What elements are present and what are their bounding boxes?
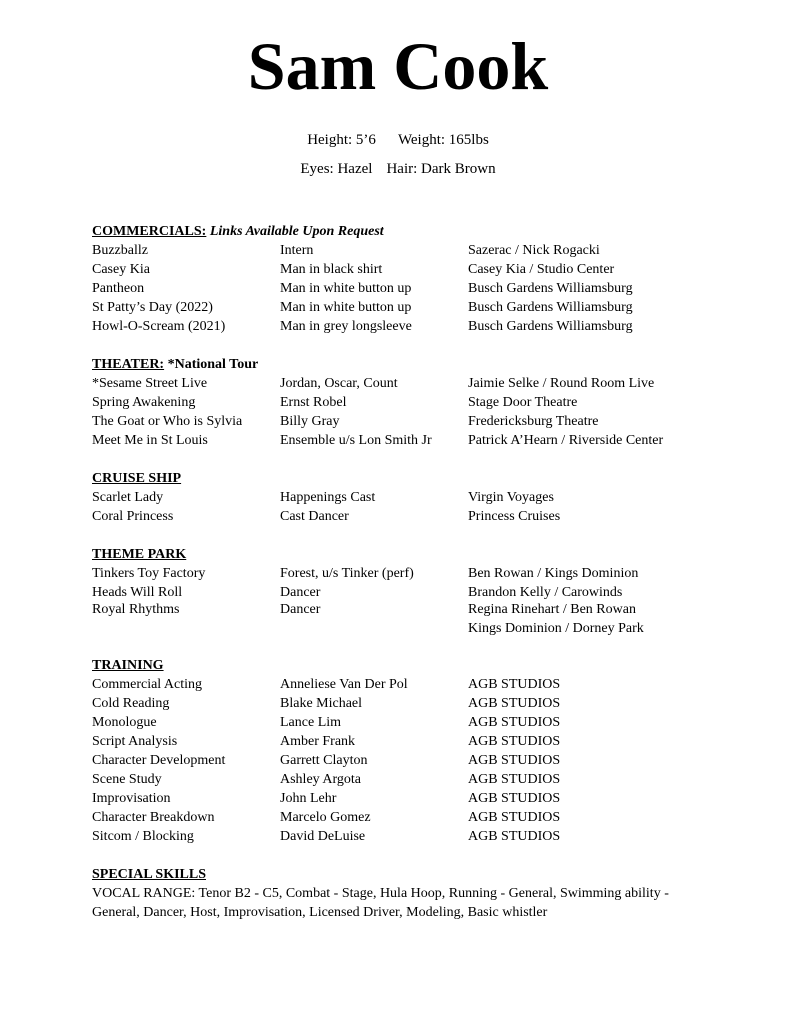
credit-title: Tinkers Toy Factory <box>92 566 206 581</box>
credit-title: Casey Kia <box>92 262 150 277</box>
credit-title: Howl-O-Scream (2021) <box>92 319 226 334</box>
credit-role: Anneliese Van Der Pol <box>280 677 408 692</box>
credit-row <box>92 393 712 412</box>
credit-role: Dancer <box>280 585 321 600</box>
credit-company: AGB STUDIOS <box>468 696 561 711</box>
credit-title: St Patty’s Day (2022) <box>92 300 213 315</box>
credit-role: Marcelo Gomez <box>280 810 371 825</box>
credit-company: Patrick A’Hearn / Riverside Center <box>468 433 664 448</box>
commercials-heading <box>92 222 712 241</box>
credit-title: Script Analysis <box>92 734 178 749</box>
credit-company: Sazerac / Nick Rogacki <box>468 243 600 258</box>
credit-company: Casey Kia / Studio Center <box>468 262 615 277</box>
credit-row <box>92 317 712 336</box>
theme-park-heading <box>92 545 712 564</box>
credit-company: AGB STUDIOS <box>468 791 561 806</box>
credit-row <box>92 564 712 583</box>
credit-row <box>92 770 712 789</box>
credit-role: Forest, u/s Tinker (perf) <box>280 566 414 581</box>
theater-note: *National Tour <box>167 357 259 372</box>
commercials-section <box>92 222 712 336</box>
training-rows <box>92 675 712 846</box>
theme-park-extra-row <box>92 619 712 638</box>
training-title: TRAINING <box>92 658 164 673</box>
stats-line-1 <box>0 131 796 150</box>
cruise-rows <box>92 488 712 526</box>
credit-row <box>92 694 712 713</box>
credit-company: AGB STUDIOS <box>468 772 561 787</box>
credit-row <box>92 260 712 279</box>
theme-park-rows <box>92 564 712 619</box>
theater-section <box>92 355 712 450</box>
credit-row <box>92 751 712 770</box>
credit-role: Ensemble u/s Lon Smith Jr <box>280 433 432 448</box>
credit-row <box>92 412 712 431</box>
hair-stat: Hair: Dark Brown <box>386 161 496 177</box>
credit-role: Blake Michael <box>280 696 363 711</box>
credit-company: AGB STUDIOS <box>468 677 561 692</box>
credit-company: Fredericksburg Theatre <box>468 414 599 429</box>
credit-row <box>92 298 712 317</box>
credit-title: Commercial Acting <box>92 677 203 692</box>
height-stat: Height: 5’6 <box>307 132 376 148</box>
credit-company: Ben Rowan / Kings Dominion <box>468 566 639 581</box>
credit-title: Sitcom / Blocking <box>92 829 194 844</box>
special-skills-text: VOCAL RANGE: Tenor B2 - C5, Combat - Stage, Hula Hoop, Running - General, Swimming ability - General, Dancer, Host, Improvisation, Licensed Driver, Modeling, Basic whistler <box>92 886 669 920</box>
credit-company: Busch Gardens Williamsburg <box>468 300 633 315</box>
credit-row <box>92 808 712 827</box>
training-section <box>92 656 712 846</box>
theater-rows <box>92 374 712 450</box>
credit-title: Monologue <box>92 715 157 730</box>
credit-company: Stage Door Theatre <box>468 395 578 410</box>
credit-role: Man in grey longsleeve <box>280 319 412 334</box>
credit-row <box>92 583 712 600</box>
credit-company: Princess Cruises <box>468 509 561 524</box>
credit-company: Brandon Kelly / Carowinds <box>468 585 623 600</box>
credit-role: Ashley Argota <box>280 772 362 787</box>
credit-title: Heads Will Roll <box>92 585 183 600</box>
credit-row <box>92 789 712 808</box>
credit-role: Dancer <box>280 602 321 617</box>
credit-title: Scene Study <box>92 772 162 787</box>
credit-company: Busch Gardens Williamsburg <box>468 319 633 334</box>
theme-park-title: THEME PARK <box>92 547 187 562</box>
commercials-title: COMMERCIALS: <box>92 224 207 239</box>
credit-company: AGB STUDIOS <box>468 753 561 768</box>
weight-stat: Weight: 165lbs <box>397 132 489 148</box>
training-heading <box>92 656 712 675</box>
commercials-rows <box>92 241 712 336</box>
credit-role: Jordan, Oscar, Count <box>280 376 398 391</box>
credit-title: Buzzballz <box>92 243 148 258</box>
credit-title: Improvisation <box>92 791 171 806</box>
credit-title: Pantheon <box>92 281 145 296</box>
credit-row <box>92 675 712 694</box>
credit-company: Virgin Voyages <box>468 490 554 505</box>
theater-heading <box>92 355 712 374</box>
credit-role: Intern <box>280 243 314 258</box>
credit-role: Billy Gray <box>280 414 340 429</box>
performer-name: Sam Cook <box>247 28 549 104</box>
credit-role: Cast Dancer <box>280 509 349 524</box>
credit-role: Man in black shirt <box>280 262 383 277</box>
cruise-section <box>92 469 712 526</box>
credit-company: AGB STUDIOS <box>468 829 561 844</box>
credit-row <box>92 431 712 450</box>
commercials-note: Links Available Upon Request <box>209 224 384 239</box>
theater-title: THEATER: <box>92 357 165 372</box>
credit-title: Meet Me in St Louis <box>92 433 208 448</box>
credit-title: Spring Awakening <box>92 395 196 410</box>
credit-role: Ernst Robel <box>280 395 347 410</box>
theme-park-extra-line: Kings Dominion / Dorney Park <box>468 621 644 636</box>
credit-title: Scarlet Lady <box>92 490 164 505</box>
credit-title: Character Development <box>92 753 226 768</box>
credit-title: Royal Rhythms <box>92 602 180 617</box>
credit-company: AGB STUDIOS <box>468 810 561 825</box>
credit-row <box>92 732 712 751</box>
credit-role: David DeLuise <box>280 829 366 844</box>
credit-title: *Sesame Street Live <box>92 376 208 391</box>
credit-role: Happenings Cast <box>280 490 376 505</box>
credit-title: Cold Reading <box>92 696 170 711</box>
credit-company: AGB STUDIOS <box>468 715 561 730</box>
credit-row <box>92 241 712 260</box>
cruise-heading <box>92 469 712 488</box>
credit-role: Amber Frank <box>280 734 356 749</box>
special-skills-title: SPECIAL SKILLS <box>92 867 206 882</box>
credit-row <box>92 374 712 393</box>
credit-role: Lance Lim <box>280 715 342 730</box>
credit-row <box>92 713 712 732</box>
theme-park-section <box>92 545 712 638</box>
credit-role: Garrett Clayton <box>280 753 368 768</box>
stats-line-2 <box>0 160 796 179</box>
credit-title: Character Breakdown <box>92 810 215 825</box>
special-skills-heading <box>92 865 697 884</box>
credit-row <box>92 600 712 619</box>
credit-role: Man in white button up <box>280 281 412 296</box>
credit-title: The Goat or Who is Sylvia <box>92 414 243 429</box>
credit-company: Busch Gardens Williamsburg <box>468 281 633 296</box>
credit-role: John Lehr <box>280 791 337 806</box>
credit-company: Jaimie Selke / Round Room Live <box>468 376 655 391</box>
credit-row <box>92 279 712 298</box>
special-skills-section <box>92 865 697 922</box>
credit-role: Man in white button up <box>280 300 412 315</box>
cruise-title: CRUISE SHIP <box>92 471 182 486</box>
credit-title: Coral Princess <box>92 509 174 524</box>
credit-company: AGB STUDIOS <box>468 734 561 749</box>
credit-company: Regina Rinehart / Ben Rowan <box>468 602 636 617</box>
credit-row <box>92 488 712 507</box>
eyes-stat: Eyes: Hazel <box>300 161 373 177</box>
credit-row <box>92 827 712 846</box>
credit-row <box>92 507 712 526</box>
